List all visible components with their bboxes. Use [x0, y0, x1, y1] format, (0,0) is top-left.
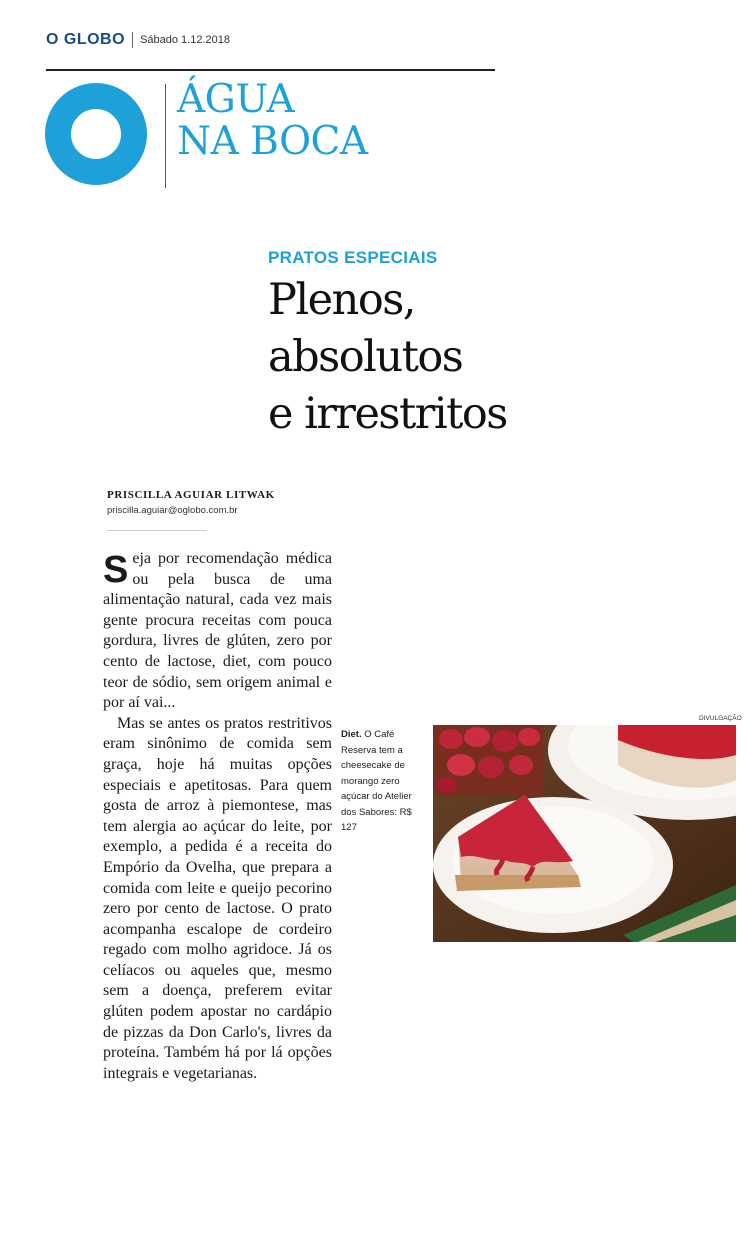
newspaper-logo: O GLOBO — [46, 31, 126, 48]
section-title-line-1: ÁGUA — [177, 77, 295, 122]
top-rule — [46, 69, 495, 71]
caption-text: O Café Reserva tem a cheesecake de morango zero açúcar do Atelier dos Sabores: R$ 127 — [341, 729, 412, 833]
drop-cap: S — [103, 549, 129, 591]
strawberries — [433, 725, 543, 795]
photo-credit: DIVULGAÇÃO — [699, 715, 742, 722]
headline-line-1: Plenos, — [268, 275, 415, 325]
section-divider — [165, 84, 166, 188]
section-title-line-2: NA BOCA — [177, 119, 368, 164]
headline-line-3: e irrestritos — [268, 389, 507, 439]
article-body — [103, 549, 332, 1084]
caption-lead: Diet. — [341, 729, 362, 740]
masthead-divider — [132, 32, 133, 48]
byline-rule — [107, 530, 207, 531]
section-title — [177, 79, 507, 163]
paragraph-1 — [103, 549, 332, 714]
paragraph-2: Mas se antes os pratos restritivos eram sinônimo de comida sem graça, hoje há muitas opções especiais e apetitosas. Para quem gosta de arroz à piemontese, mas tem alergia ao açúcar do leite, por exemplo, a pedida é a receita do Empório da Ovelha, que prepara a comida com leite e queijo pecorino zero por cento de lactose. O prato acompanha escalope de cordeiro regado com molho agridoce. Já os celíacos ou aqueles que, mesmo sem a doença, preferem evitar glúten podem apostar no cardápio de pizzas da Don Carlo's, livres da proteína. Também há por lá opções integrais e vegetarianas. — [103, 714, 332, 1082]
masthead — [46, 30, 230, 50]
cheesecake-illustration — [433, 725, 736, 942]
article-headline — [268, 272, 598, 443]
headline-line-2: absolutos — [268, 332, 463, 382]
author-email[interactable]: priscilla.aguiar@oglobo.com.br — [107, 505, 238, 516]
paragraph-1-text: eja por recomendação médica ou pela busca de uma alimentação natural, cada vez mais gente procura receitas com pouca gordura, livres de glúten, zero por cento de lactose, diet, com pouco teor de sódio, sem origem animal e por aí vai... — [103, 550, 332, 712]
author-byline: PRISCILLA AGUIAR LITWAK — [107, 489, 275, 501]
o-globo-ring-logo — [45, 83, 147, 185]
article-kicker: PRATOS ESPECIAIS — [268, 248, 438, 267]
cheesecake-photo — [433, 725, 736, 942]
issue-date: Sábado 1.12.2018 — [140, 34, 230, 46]
photo-caption — [341, 727, 425, 836]
